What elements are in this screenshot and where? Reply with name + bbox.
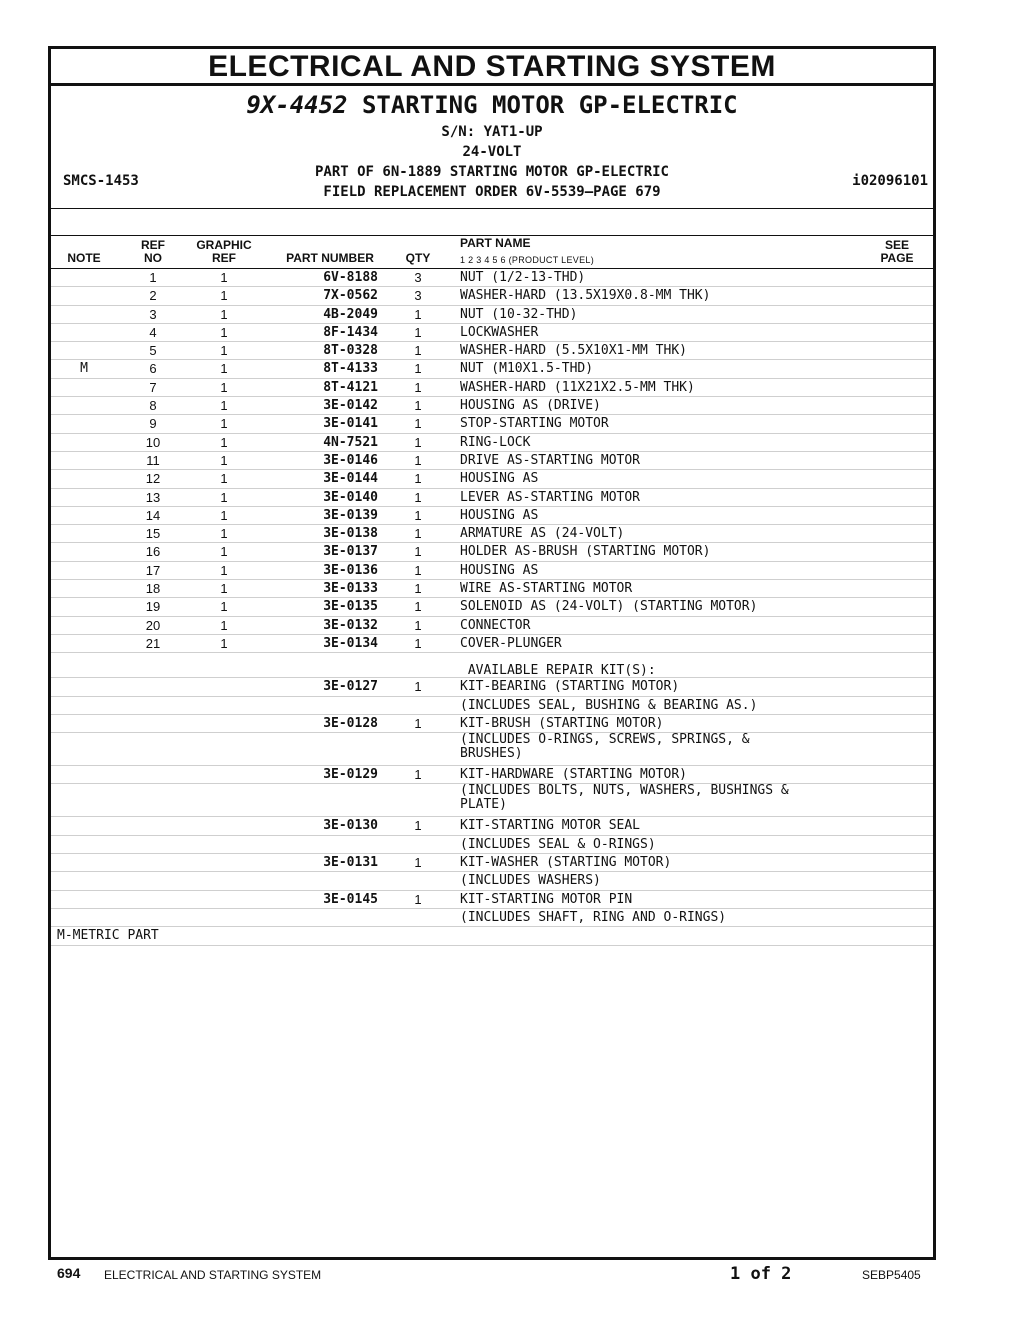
row-part-number: 3E-0135 xyxy=(323,599,378,615)
table-row xyxy=(51,543,933,561)
row-part-number: 6V-8188 xyxy=(323,270,378,285)
table-row xyxy=(51,784,933,817)
page-number: 694 xyxy=(57,1265,81,1281)
row-part-name: ARMATURE AS (24-VOLT) xyxy=(460,526,625,542)
footnote-row xyxy=(51,927,933,946)
table-row xyxy=(51,562,933,580)
table-row xyxy=(51,342,933,360)
row-qty: 1 xyxy=(414,635,422,651)
row-ref-no: 15 xyxy=(145,526,161,542)
smcs-code: SMCS-1453 xyxy=(63,173,139,189)
row-qty: 1 xyxy=(414,343,422,359)
row-graphic-ref: 1 xyxy=(220,617,228,633)
row-ref-no: 21 xyxy=(145,635,161,651)
part-of-line: PART OF 6N-1889 STARTING MOTOR GP-ELECTRIC xyxy=(314,164,669,180)
row-part-name: LEVER AS-STARTING MOTOR xyxy=(460,489,641,505)
row-graphic-ref: 1 xyxy=(220,544,228,560)
row-part-number: 8T-0328 xyxy=(323,343,378,359)
row-ref-no: 18 xyxy=(145,581,161,597)
parts-page-frame xyxy=(48,46,936,1260)
table-row xyxy=(51,360,933,378)
row-part-number: 8F-1434 xyxy=(323,324,378,340)
row-part-name: KIT-BEARING (STARTING MOTOR) xyxy=(460,679,680,695)
table-row xyxy=(51,733,933,766)
row-graphic-ref: 1 xyxy=(220,434,228,450)
table-row xyxy=(51,909,933,927)
row-part-name: SOLENOID AS (24-VOLT) (STARTING MOTOR) xyxy=(460,599,758,615)
col-ref-top: REF xyxy=(141,238,165,252)
row-part-name: (INCLUDES SEAL & O-RINGS) xyxy=(460,836,656,852)
row-ref-no: 10 xyxy=(145,434,161,450)
row-part-name: AVAILABLE REPAIR KIT(S): xyxy=(460,663,656,679)
row-qty: 1 xyxy=(414,562,422,578)
table-row xyxy=(51,525,933,543)
row-part-number: 3E-0138 xyxy=(323,526,378,542)
row-note: M xyxy=(80,361,88,377)
row-part-number: 3E-0144 xyxy=(323,471,378,487)
section-title: ELECTRICAL AND STARTING SYSTEM xyxy=(51,49,933,86)
row-part-name: WIRE AS-STARTING MOTOR xyxy=(460,581,633,597)
field-replacement-line: FIELD REPLACEMENT ORDER 6V-5539—PAGE 679 xyxy=(323,184,661,200)
row-graphic-ref: 1 xyxy=(220,416,228,432)
table-row xyxy=(51,891,933,909)
row-part-name: RING-LOCK xyxy=(460,434,531,450)
row-part-name: (INCLUDES WASHERS) xyxy=(460,873,601,889)
row-qty: 1 xyxy=(414,679,422,695)
table-row xyxy=(51,872,933,890)
row-part-number: 3E-0146 xyxy=(323,452,378,468)
row-part-name: KIT-STARTING MOTOR SEAL xyxy=(460,818,641,834)
row-part-name: (INCLUDES BOLTS, NUTS, WASHERS, BUSHINGS & PLATE) xyxy=(460,783,789,813)
table-row xyxy=(51,287,933,305)
row-part-name: HOUSING AS xyxy=(460,562,539,578)
row-qty: 3 xyxy=(414,270,422,285)
table-row xyxy=(51,489,933,507)
row-part-name: KIT-HARDWARE (STARTING MOTOR) xyxy=(460,767,687,783)
row-part-name: KIT-BRUSH (STARTING MOTOR) xyxy=(460,715,664,731)
row-part-number: 3E-0133 xyxy=(323,581,378,597)
row-part-number: 3E-0128 xyxy=(323,715,378,731)
row-ref-no: 14 xyxy=(145,507,161,523)
illustration-id: i02096101 xyxy=(852,173,928,189)
table-row xyxy=(51,836,933,854)
row-part-number: 8T-4121 xyxy=(323,379,378,395)
row-graphic-ref: 1 xyxy=(220,471,228,487)
table-row xyxy=(51,598,933,616)
row-ref-no: 7 xyxy=(149,379,157,395)
row-qty: 1 xyxy=(414,452,422,468)
row-qty: 1 xyxy=(414,324,422,340)
row-ref-no: 11 xyxy=(146,452,160,468)
row-graphic-ref: 1 xyxy=(220,635,228,651)
row-part-number: 3E-0136 xyxy=(323,562,378,578)
row-graphic-ref: 1 xyxy=(220,306,228,322)
serial-range: S/N: YAT1-UP xyxy=(441,124,543,140)
row-qty: 1 xyxy=(414,306,422,322)
row-qty: 1 xyxy=(414,767,422,783)
row-part-number: 7X-0562 xyxy=(323,288,378,304)
table-row xyxy=(51,470,933,488)
row-part-number: 3E-0145 xyxy=(323,891,378,907)
row-graphic-ref: 1 xyxy=(220,599,228,615)
row-qty: 1 xyxy=(414,526,422,542)
table-row xyxy=(51,697,933,715)
row-part-name: (INCLUDES SEAL, BUSHING & BEARING AS.) xyxy=(460,697,758,713)
table-row xyxy=(51,678,933,696)
col-see-top: SEE xyxy=(884,238,909,252)
col-part-name: PART NAME xyxy=(460,236,531,250)
row-part-name: CONNECTOR xyxy=(460,617,531,633)
row-ref-no: 12 xyxy=(145,471,161,487)
table-row xyxy=(51,635,933,653)
col-qty: QTY xyxy=(405,251,431,265)
row-graphic-ref: 1 xyxy=(220,343,228,359)
table-row xyxy=(51,507,933,525)
row-part-number: 3E-0134 xyxy=(323,635,378,651)
group-part-number: 9X-4452 xyxy=(246,91,348,119)
table-row xyxy=(51,617,933,635)
table-row xyxy=(51,766,933,784)
group-header xyxy=(51,86,933,209)
publication-number: SEBP5405 xyxy=(862,1268,921,1282)
row-qty: 1 xyxy=(414,361,422,377)
row-ref-no: 1 xyxy=(149,270,157,285)
row-graphic-ref: 1 xyxy=(220,288,228,304)
col-gref-top: GRAPHIC xyxy=(196,238,252,252)
row-graphic-ref: 1 xyxy=(220,452,228,468)
row-graphic-ref: 1 xyxy=(220,270,228,285)
row-part-number: 3E-0129 xyxy=(323,767,378,783)
row-part-name: NUT (1/2-13-THD) xyxy=(460,270,586,285)
row-graphic-ref: 1 xyxy=(220,398,228,414)
row-qty: 1 xyxy=(414,471,422,487)
row-qty: 1 xyxy=(414,489,422,505)
row-part-number: 3E-0137 xyxy=(323,544,378,560)
row-ref-no: 8 xyxy=(149,398,157,414)
row-qty: 1 xyxy=(414,581,422,597)
row-part-number: 8T-4133 xyxy=(323,361,378,377)
table-row xyxy=(51,415,933,433)
row-ref-no: 2 xyxy=(149,288,157,304)
page-footer xyxy=(0,1262,1020,1292)
col-ref-bottom: NO xyxy=(144,251,162,265)
table-row xyxy=(51,434,933,452)
table-row xyxy=(51,854,933,872)
table-row xyxy=(51,379,933,397)
row-qty: 1 xyxy=(414,617,422,633)
row-part-name: HOLDER AS-BRUSH (STARTING MOTOR) xyxy=(460,544,711,560)
row-part-name: NUT (10-32-THD) xyxy=(460,306,578,322)
row-qty: 1 xyxy=(414,599,422,615)
row-ref-no: 9 xyxy=(149,416,157,432)
product-levels: 1 2 3 4 5 6 (PRODUCT LEVEL) xyxy=(460,255,594,265)
row-part-name: HOUSING AS xyxy=(460,471,539,487)
col-gref-bottom: REF xyxy=(212,251,236,265)
row-part-name: (INCLUDES SHAFT, RING AND O-RINGS) xyxy=(460,909,727,925)
row-qty: 1 xyxy=(414,544,422,560)
row-qty: 1 xyxy=(414,891,422,907)
row-ref-no: 16 xyxy=(145,544,161,560)
page-count: 1 of 2 xyxy=(730,1264,792,1284)
row-qty: 1 xyxy=(414,855,422,871)
row-part-number: 3E-0141 xyxy=(323,416,378,432)
col-note: NOTE xyxy=(67,251,101,265)
table-row xyxy=(51,306,933,324)
row-graphic-ref: 1 xyxy=(220,562,228,578)
row-part-name: (INCLUDES O-RINGS, SCREWS, SPRINGS, & BRUSHES) xyxy=(460,732,750,762)
group-title xyxy=(51,91,933,119)
row-ref-no: 20 xyxy=(145,617,161,633)
row-ref-no: 17 xyxy=(145,562,161,578)
col-part-number: PART NUMBER xyxy=(286,251,374,265)
row-part-name: HOUSING AS xyxy=(460,507,539,523)
table-row xyxy=(51,817,933,835)
row-part-name: WASHER-HARD (13.5X19X0.8-MM THK) xyxy=(460,288,711,304)
table-row xyxy=(51,452,933,470)
row-graphic-ref: 1 xyxy=(220,581,228,597)
row-part-name: STOP-STARTING MOTOR xyxy=(460,416,609,432)
row-part-name: NUT (M10X1.5-THD) xyxy=(460,361,594,377)
row-part-number: 3E-0127 xyxy=(323,679,378,695)
row-qty: 1 xyxy=(414,507,422,523)
footer-title: ELECTRICAL AND STARTING SYSTEM xyxy=(104,1268,322,1282)
row-part-name: DRIVE AS-STARTING MOTOR xyxy=(460,452,641,468)
row-part-number: 4B-2049 xyxy=(323,306,378,322)
row-qty: 1 xyxy=(414,715,422,731)
row-part-name: KIT-WASHER (STARTING MOTOR) xyxy=(460,855,672,871)
table-row xyxy=(51,269,933,287)
row-graphic-ref: 1 xyxy=(220,507,228,523)
row-ref-no: 5 xyxy=(149,343,157,359)
group-name: STARTING MOTOR GP-ELECTRIC xyxy=(347,91,738,119)
row-qty: 1 xyxy=(414,379,422,395)
row-part-number: 3E-0142 xyxy=(323,398,378,414)
row-graphic-ref: 1 xyxy=(220,324,228,340)
row-qty: 1 xyxy=(414,818,422,834)
row-part-number: 3E-0132 xyxy=(323,617,378,633)
row-ref-no: 19 xyxy=(145,599,161,615)
col-see-bottom: PAGE xyxy=(880,251,914,265)
row-graphic-ref: 1 xyxy=(220,361,228,377)
row-graphic-ref: 1 xyxy=(220,379,228,395)
row-part-name: KIT-STARTING MOTOR PIN xyxy=(460,891,633,907)
row-qty: 1 xyxy=(414,416,422,432)
row-ref-no: 13 xyxy=(145,489,161,505)
row-part-number: 4N-7521 xyxy=(323,434,378,450)
table-row xyxy=(51,324,933,342)
row-ref-no: 6 xyxy=(149,361,157,377)
row-graphic-ref: 1 xyxy=(220,489,228,505)
parts-table xyxy=(51,269,933,946)
row-part-number: 3E-0130 xyxy=(323,818,378,834)
table-row xyxy=(51,715,933,733)
row-part-name: HOUSING AS (DRIVE) xyxy=(460,398,601,414)
row-ref-no: 4 xyxy=(149,324,157,340)
row-qty: 3 xyxy=(414,288,422,304)
row-part-number: 3E-0131 xyxy=(323,855,378,871)
row-qty: 1 xyxy=(414,434,422,450)
row-graphic-ref: 1 xyxy=(220,526,228,542)
row-qty: 1 xyxy=(414,398,422,414)
voltage: 24-VOLT xyxy=(462,144,522,160)
table-row xyxy=(51,653,933,678)
row-part-name: LOCKWASHER xyxy=(460,324,539,340)
column-headers xyxy=(51,235,933,269)
row-part-name: WASHER-HARD (11X21X2.5-MM THK) xyxy=(460,379,695,395)
row-part-name: COVER-PLUNGER xyxy=(460,635,562,651)
table-row xyxy=(51,580,933,598)
metric-footnote: M-METRIC PART xyxy=(57,928,159,944)
table-row xyxy=(51,397,933,415)
row-part-name: WASHER-HARD (5.5X10X1-MM THK) xyxy=(460,343,687,359)
row-part-number: 3E-0139 xyxy=(323,507,378,523)
row-ref-no: 3 xyxy=(149,306,157,322)
row-part-number: 3E-0140 xyxy=(323,489,378,505)
